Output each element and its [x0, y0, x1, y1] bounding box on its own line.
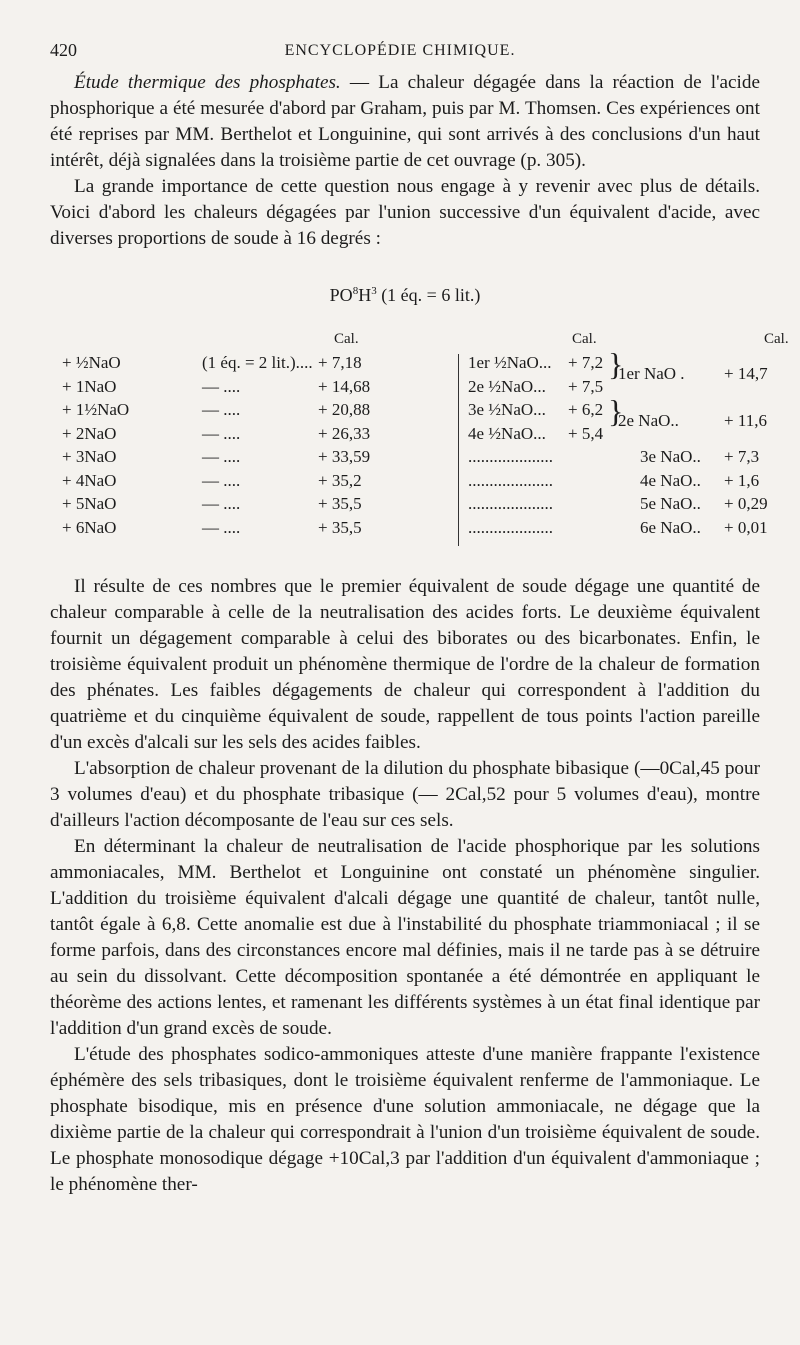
- text-block-top: [50, 70, 789, 546]
- brace-mark: }: [608, 393, 624, 429]
- row-note: (1 éq. = 2 lit.)....: [202, 353, 313, 372]
- group-value: + 14,7: [724, 364, 768, 383]
- heat-table-left: [62, 326, 462, 538]
- row-label: 1er ½NaO...: [468, 353, 552, 372]
- row-value: + 0,29: [724, 494, 768, 513]
- row-label: 5e NaO..: [640, 494, 701, 513]
- table-row: [62, 421, 462, 445]
- table-row: [62, 397, 462, 421]
- row-value: + 6,2: [568, 400, 604, 419]
- section-title: Étude thermique des phosphates.: [74, 72, 341, 93]
- row-value: + 5,4: [568, 423, 604, 443]
- heat-table: [50, 326, 789, 546]
- row-note: — ....: [202, 517, 241, 537]
- row-label: + 4NaO: [62, 470, 117, 490]
- row-note: — ....: [202, 400, 241, 419]
- table-row: [468, 515, 768, 539]
- row-label: + 2NaO: [62, 423, 117, 443]
- row-dots: ....................: [468, 494, 553, 513]
- table-row: [62, 374, 462, 398]
- row-label: 4e NaO..: [640, 470, 701, 490]
- row-label: 2e ½NaO...: [468, 376, 546, 396]
- row-value: + 35,5: [318, 517, 362, 537]
- table-row: [468, 346, 768, 383]
- paragraph-5: En déterminant la chaleur de neutralisation de l'acide phosphorique par les solutions ammoniacales, MM. Berthelot et Longuinine ont constaté un phénomène singulier. L'addition du troisième équivalent d'alcali dégage une quantité de chaleur, tantôt nulle, tantôt égale à 6,8. Cette anomalie est due à l'instabilité du phosphate triammoniacal ; il se forme parfois, dans des circonstances encore mal définies, mais il ne tarde pas à se détruire au sein du dissolvant. Cette décomposition spontanée a été démontrée en appliquant le théorème des actions lentes, et ramenant les différents systèmes à un état final identique par l'addition d'un grand excès de soude.: [50, 836, 760, 1039]
- row-dots: ....................: [468, 517, 553, 537]
- heat-table-right: [468, 326, 789, 538]
- row-label: + ½NaO: [62, 353, 121, 372]
- table-row: [468, 444, 768, 468]
- table-row: [62, 468, 462, 492]
- row-note: — ....: [202, 376, 241, 396]
- row-dots: ....................: [468, 470, 553, 490]
- table-row: [62, 491, 462, 515]
- row-note: — ....: [202, 494, 241, 513]
- row-label: 4e ½NaO...: [468, 423, 546, 443]
- row-value: + 35,2: [318, 470, 362, 490]
- row-note: — ....: [202, 470, 241, 490]
- cal-header-mid: Cal.: [572, 331, 597, 347]
- paragraph-intro-2: La grande importance de cette question nous engage à y revenir avec plus de détails. Voici d'abord les chaleurs dégagées par l'union successive d'un équivalent d'acide, avec diverses proportions de soude à 16 degrés :: [50, 176, 760, 249]
- page-number: 420: [50, 40, 77, 60]
- formula: $PO^8H^3$ (1 éq. = 6 lit.): [329, 285, 481, 305]
- row-label: + 5NaO: [62, 494, 117, 513]
- row-label: + 1½NaO: [62, 400, 130, 419]
- table-row: [468, 491, 768, 515]
- table-row: [468, 468, 768, 492]
- row-dots: ....................: [468, 447, 553, 466]
- row-label: 6e NaO..: [640, 517, 701, 537]
- row-value: + 33,59: [318, 447, 371, 466]
- row-value: + 20,88: [318, 400, 371, 419]
- row-note: — ....: [202, 447, 241, 466]
- row-label: 3e NaO..: [640, 447, 701, 466]
- cal-header-left: Cal.: [334, 331, 359, 347]
- row-value: + 14,68: [318, 376, 371, 396]
- group-value: + 11,6: [724, 411, 767, 430]
- table-row: [62, 444, 462, 468]
- brace-mark: }: [608, 346, 624, 382]
- group-label: 1er NaO .: [618, 364, 685, 383]
- paragraph-6: L'étude des phosphates sodico-ammoniques atteste d'une manière frappante l'existence éphémère des sels tribasiques, dont le troisième équivalent renferme de l'ammoniaque. Le phosphate bisodique, mis en présence d'une solution ammoniacale, ne dégage que la dixième partie de la chaleur qui correspondrait à l'union d'un troisième équivalent de soude. Le phosphate monosodique dégage +10Cal,3 par l'addition d'un équivalent d'ammoniaque ; le phénomène ther-: [50, 1044, 760, 1195]
- row-label: + 3NaO: [62, 447, 117, 466]
- row-value: + 7,5: [568, 376, 604, 396]
- text-block-body: [50, 574, 760, 1198]
- running-header: [50, 40, 750, 66]
- row-value: + 26,33: [318, 423, 371, 443]
- row-value: + 1,6: [724, 470, 760, 490]
- paragraph-3: Il résulte de ces nombres que le premier équivalent de soude dégage une quantité de chaleur comparable à celle de la neutralisation des acides forts. Le deuxième équivalent fournit un dégagement comparable à celui des biborates ou des bicarbonates. Enfin, le troisième équivalent produit un phénomène thermique de l'ordre de la chaleur de formation des phénates. Les faibles dégagements de chaleur qui correspondent à l'addition du quatrième et du cinquième équivalent de soude, rappellent de tous points l'action pareille d'un excès d'alcali sur les sels des acides faibles.: [50, 576, 760, 753]
- table-row: [62, 350, 462, 374]
- table-divider: [458, 354, 459, 546]
- row-label: + 6NaO: [62, 517, 117, 537]
- table-row: [468, 421, 768, 445]
- table-row: [62, 515, 462, 539]
- row-value: + 35,5: [318, 494, 362, 513]
- paragraph-4: L'absorption de chaleur provenant de la dilution du phosphate bibasique (—0Cal,45 pour 3 volumes d'eau) et du phosphate tribasique (— 2Cal,52 pour 5 volumes d'eau), montre d'ailleurs l'action décomposante de l'eau sur ces sels.: [50, 758, 760, 831]
- row-value: + 7,3: [724, 447, 760, 466]
- row-value: + 7,18: [318, 353, 362, 372]
- running-title: ENCYCLOPÉDIE CHIMIQUE.: [284, 42, 516, 59]
- row-label: 3e ½NaO...: [468, 400, 546, 419]
- row-label: + 1NaO: [62, 376, 117, 396]
- group-label: 2e NaO..: [618, 411, 679, 430]
- row-note: — ....: [202, 423, 241, 443]
- cal-header-right: Cal.: [764, 331, 789, 347]
- row-value: + 0,01: [724, 517, 768, 537]
- paragraph-intro-1: Étude thermique des phosphates. — La chaleur dégagée dans la réaction de l'acide phosphorique a été mesurée d'abord par Graham, puis par M. Thomsen. Ces expériences ont été reprises par MM. Berthelot et Longuinine, qui sont arrivés à des conclusions d'un haut intérêt, déjà signalées dans la troisième partie de cet ouvrage (p. 305).: [50, 72, 760, 171]
- row-value: + 7,2: [568, 353, 604, 372]
- table-row: [468, 393, 768, 430]
